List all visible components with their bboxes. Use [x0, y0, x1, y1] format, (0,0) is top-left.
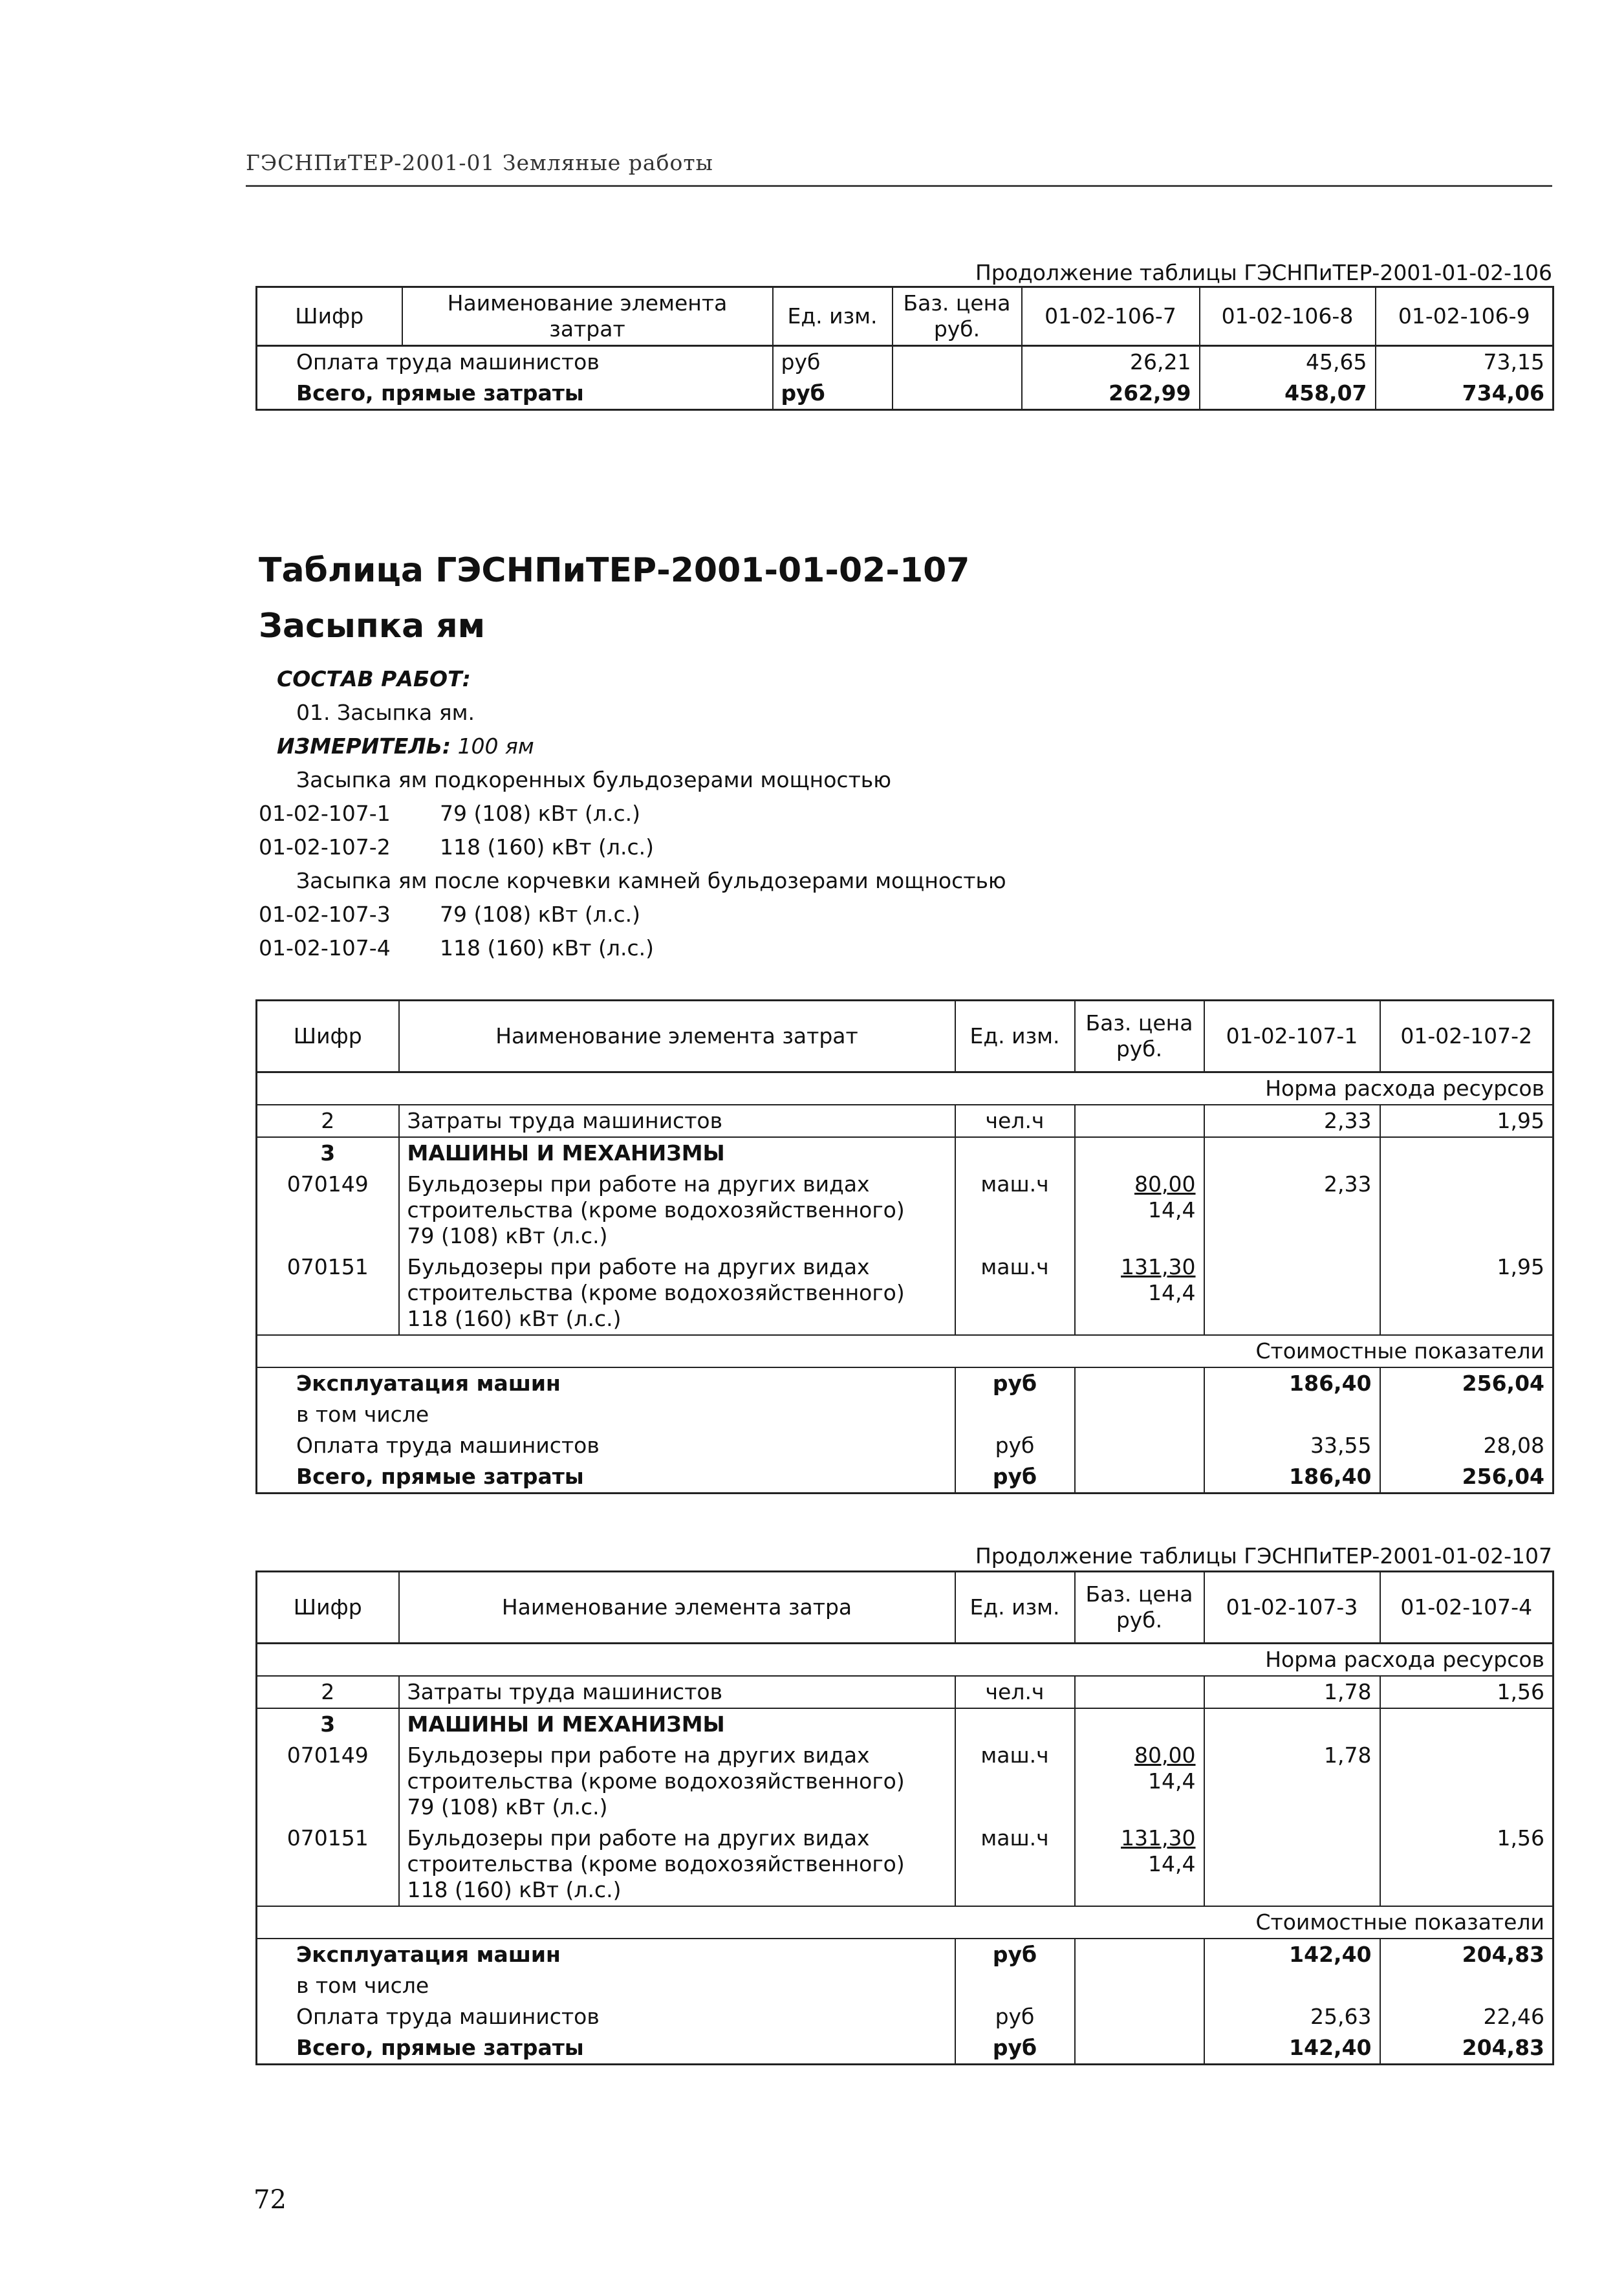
row-value: 1,95 — [1380, 1105, 1554, 1137]
row-name: МАШИНЫ И МЕХАНИЗМЫ — [399, 1137, 955, 1169]
row-value: 256,04 — [1380, 1461, 1554, 1494]
row-code: 070149 — [257, 1169, 399, 1252]
row-name: МАШИНЫ И МЕХАНИЗМЫ — [399, 1708, 955, 1740]
header-name: Наименование элемента затрат — [399, 1001, 955, 1072]
table-row — [257, 1939, 1554, 1970]
header-col: 01-02-107-4 — [1380, 1572, 1554, 1644]
work-item: 01. Засыпка ям. — [296, 700, 475, 725]
row-value: 22,46 — [1380, 2001, 1554, 2032]
table-106-caption: Продолжение таблицы ГЭСНПиТЕР-2001-01-02-106 — [975, 260, 1552, 285]
table-row — [257, 1676, 1554, 1708]
header-col: 01-02-107-2 — [1380, 1001, 1554, 1072]
page-number: 72 — [254, 2185, 287, 2215]
row-name: Эксплуатация машин — [257, 1939, 955, 1970]
row-name: Затраты труда машинистов — [399, 1676, 955, 1708]
row-value: 204,83 — [1380, 2032, 1554, 2065]
header-col: 01-02-106-7 — [1022, 287, 1200, 346]
work-group-2: Засыпка ям после корчевки камней бульдозерами мощностью — [296, 868, 1006, 893]
row-unit: руб — [955, 1430, 1075, 1461]
header-name: Наименование элемента затрат — [402, 287, 773, 346]
row-price: 131,30 14,4 — [1075, 1823, 1204, 1906]
row-value — [1204, 1823, 1380, 1906]
row-code: 2 — [257, 1105, 399, 1137]
row-name: Всего, прямые затраты — [257, 378, 773, 410]
row-value: 186,40 — [1204, 1367, 1380, 1399]
item-code: 01-02-107-1 — [259, 801, 391, 826]
table-107-caption: Продолжение таблицы ГЭСНПиТЕР-2001-01-02-107 — [975, 1543, 1552, 1569]
header-unit: Ед. изм. — [955, 1572, 1075, 1644]
row-value: 1,56 — [1380, 1676, 1554, 1708]
work-group-1: Засыпка ям подкоренных бульдозерами мощностью — [296, 767, 892, 792]
row-value: 186,40 — [1204, 1461, 1380, 1494]
section-label: Стоимостные показатели — [257, 1335, 1554, 1367]
row-value: 204,83 — [1380, 1939, 1554, 1970]
item-code: 01-02-107-2 — [259, 834, 391, 860]
table-row — [257, 1970, 1554, 2001]
section-label: Норма расхода ресурсов — [257, 1072, 1554, 1105]
item-desc: 118 (160) кВт (л.с.) — [440, 834, 654, 860]
table-title: Таблица ГЭСНПиТЕР-2001-01-02-107 — [259, 551, 970, 590]
row-unit: чел.ч — [955, 1105, 1075, 1137]
row-value: 33,55 — [1204, 1430, 1380, 1461]
table-row — [257, 1708, 1554, 1740]
item-desc: 79 (108) кВт (л.с.) — [440, 801, 640, 826]
header-code: Шифр — [257, 287, 402, 346]
header-unit: Ед. изм. — [773, 287, 893, 346]
header-col: 01-02-107-3 — [1204, 1572, 1380, 1644]
row-value: 458,07 — [1200, 378, 1376, 410]
header-unit: Ед. изм. — [955, 1001, 1075, 1072]
row-value: 2,33 — [1204, 1105, 1380, 1137]
row-value: 25,63 — [1204, 2001, 1380, 2032]
header-code: Шифр — [257, 1001, 399, 1072]
row-value: 1,56 — [1380, 1823, 1554, 1906]
table-row — [257, 1461, 1554, 1494]
row-value: 142,40 — [1204, 2032, 1380, 2065]
table-106-header — [257, 287, 1554, 346]
row-unit: маш.ч — [955, 1252, 1075, 1335]
row-code: 070151 — [257, 1252, 399, 1335]
row-name: Бульдозеры при работе на других видах строительства (кроме водохозяйственного) 79 (108) кВт (л.с.) — [399, 1169, 955, 1252]
row-price: 80,00 14,4 — [1075, 1169, 1204, 1252]
row-name: Бульдозеры при работе на других видах строительства (кроме водохозяйственного) 118 (160) кВт (л.с.) — [399, 1252, 955, 1335]
row-name: в том числе — [257, 1399, 955, 1430]
table-row — [257, 1740, 1554, 1823]
row-value: 142,40 — [1204, 1939, 1380, 1970]
row-name: Эксплуатация машин — [257, 1367, 955, 1399]
row-value — [1380, 1740, 1554, 1823]
table-107b-header — [257, 1572, 1554, 1644]
item-desc: 79 (108) кВт (л.с.) — [440, 902, 640, 927]
row-value: 45,65 — [1200, 346, 1376, 378]
row-name: Оплата труда машинистов — [257, 346, 773, 378]
section-label: Норма расхода ресурсов — [257, 1644, 1554, 1677]
table-row — [257, 1169, 1554, 1252]
table-row — [257, 1252, 1554, 1335]
header-col: 01-02-106-9 — [1376, 287, 1554, 346]
row-name: Всего, прямые затраты — [257, 2032, 955, 2065]
header-price: Баз. цена руб. — [893, 287, 1022, 346]
header-col: 01-02-107-1 — [1204, 1001, 1380, 1072]
row-unit: руб — [955, 1939, 1075, 1970]
row-value: 2,33 — [1204, 1169, 1380, 1252]
row-price: 131,30 14,4 — [1075, 1252, 1204, 1335]
measure-line — [277, 734, 534, 759]
section-norm — [257, 1644, 1554, 1677]
table-107-part1 — [255, 999, 1554, 1494]
table-row — [257, 1105, 1554, 1137]
table-row — [257, 1430, 1554, 1461]
table-107-header — [257, 1001, 1554, 1072]
header-col: 01-02-106-8 — [1200, 287, 1376, 346]
row-price: 80,00 14,4 — [1075, 1740, 1204, 1823]
row-value — [1204, 1252, 1380, 1335]
row-name: Затраты труда машинистов — [399, 1105, 955, 1137]
table-row — [257, 1137, 1554, 1169]
section-cost — [257, 1335, 1554, 1367]
row-code: 2 — [257, 1676, 399, 1708]
row-unit: руб — [773, 346, 893, 378]
header-code: Шифр — [257, 1572, 399, 1644]
table-subtitle: Засыпка ям — [259, 607, 486, 646]
row-value: 1,95 — [1380, 1252, 1554, 1335]
row-value: 1,78 — [1204, 1676, 1380, 1708]
row-unit: маш.ч — [955, 1740, 1075, 1823]
row-unit: маш.ч — [955, 1169, 1075, 1252]
row-code: 3 — [257, 1137, 399, 1169]
row-unit: маш.ч — [955, 1823, 1075, 1906]
section-norm — [257, 1072, 1554, 1105]
table-row — [257, 378, 1554, 410]
row-code: 070151 — [257, 1823, 399, 1906]
table-106 — [255, 286, 1554, 411]
measure-label: ИЗМЕРИТЕЛЬ: — [277, 734, 451, 759]
row-unit: руб — [955, 1367, 1075, 1399]
table-row — [257, 2032, 1554, 2065]
row-value: 256,04 — [1380, 1367, 1554, 1399]
table-row — [257, 1367, 1554, 1399]
header-name: Наименование элемента затра — [399, 1572, 955, 1644]
item-desc: 118 (160) кВт (л.с.) — [440, 935, 654, 961]
table-107-part2 — [255, 1570, 1554, 2065]
row-name: Оплата труда машинистов — [257, 2001, 955, 2032]
header-price: Баз. цена руб. — [1075, 1572, 1204, 1644]
row-unit: руб — [955, 2032, 1075, 2065]
section-cost — [257, 1906, 1554, 1939]
item-code: 01-02-107-4 — [259, 935, 391, 961]
header-price: Баз. цена руб. — [1075, 1001, 1204, 1072]
row-value — [1380, 1169, 1554, 1252]
row-value: 262,99 — [1022, 378, 1200, 410]
row-name: в том числе — [257, 1970, 955, 2001]
row-unit: руб — [955, 1461, 1075, 1494]
item-code: 01-02-107-3 — [259, 902, 391, 927]
row-name: Бульдозеры при работе на других видах строительства (кроме водохозяйственного) 118 (160) кВт (л.с.) — [399, 1823, 955, 1906]
row-unit: руб — [955, 2001, 1075, 2032]
measure-value: 100 ям — [457, 734, 534, 759]
row-value: 73,15 — [1376, 346, 1554, 378]
table-row — [257, 346, 1554, 378]
row-code: 3 — [257, 1708, 399, 1740]
row-value: 734,06 — [1376, 378, 1554, 410]
header-rule — [246, 185, 1552, 187]
row-value: 1,78 — [1204, 1740, 1380, 1823]
row-value: 26,21 — [1022, 346, 1200, 378]
row-value: 28,08 — [1380, 1430, 1554, 1461]
table-row — [257, 2001, 1554, 2032]
table-row — [257, 1399, 1554, 1430]
row-name: Бульдозеры при работе на других видах строительства (кроме водохозяйственного) 79 (108) кВт (л.с.) — [399, 1740, 955, 1823]
table-row — [257, 1823, 1554, 1906]
running-header: ГЭСНПиТЕР-2001-01 Земляные работы — [246, 150, 713, 175]
section-label: Стоимостные показатели — [257, 1906, 1554, 1939]
row-code: 070149 — [257, 1740, 399, 1823]
row-unit: чел.ч — [955, 1676, 1075, 1708]
row-name: Оплата труда машинистов — [257, 1430, 955, 1461]
row-unit: руб — [773, 378, 893, 410]
work-composition-label: СОСТАВ РАБОТ: — [277, 666, 471, 691]
row-name: Всего, прямые затраты — [257, 1461, 955, 1494]
